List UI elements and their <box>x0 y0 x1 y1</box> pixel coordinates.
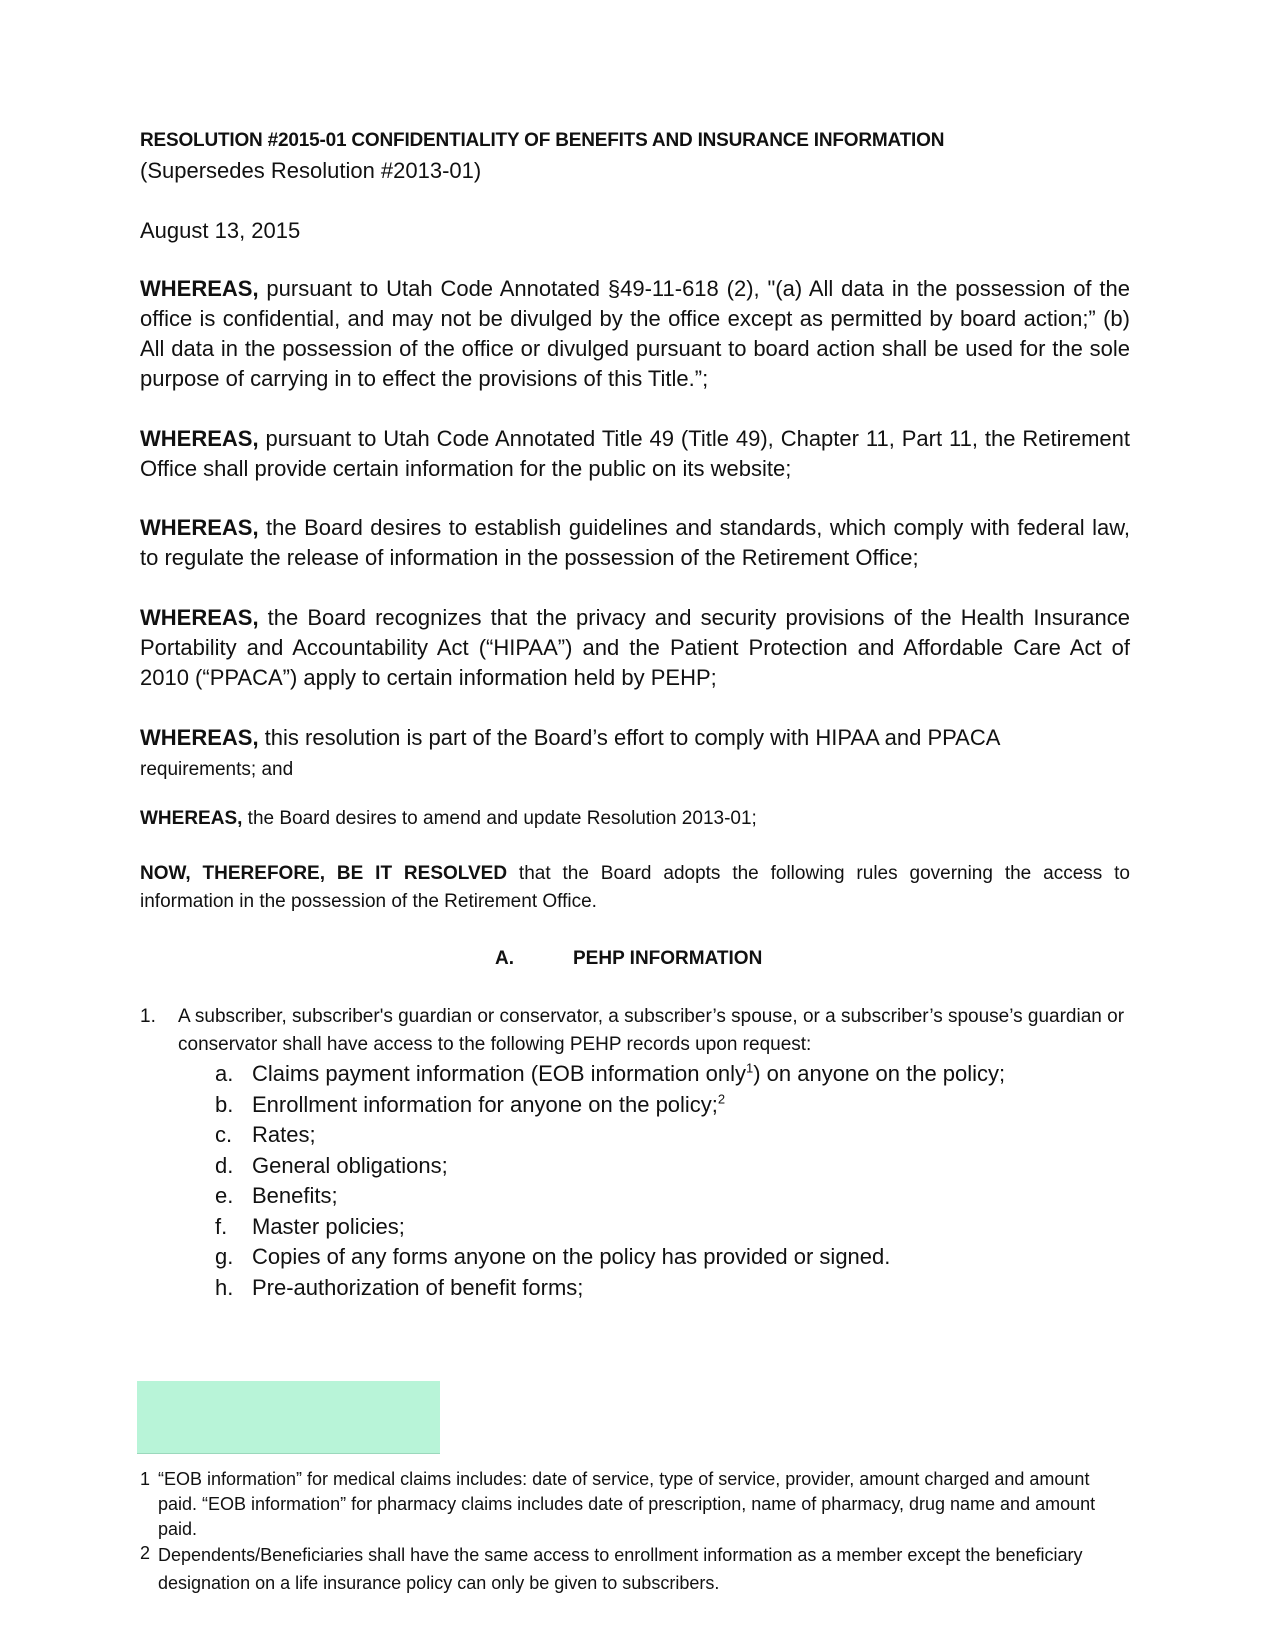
list-item-letter: g. <box>215 1244 234 1269</box>
list-item <box>140 1212 1130 1243</box>
footnote-text: “EOB information” for medical claims includes: date of service, type of service, provider, amount charged and amount paid. “EOB information” for pharmacy claims includes date of prescription, name of pharmacy, drug name and amount paid. <box>158 1469 1096 1539</box>
resolution-date: August 13, 2015 <box>140 218 301 243</box>
list-item <box>140 1151 1130 1182</box>
list-item-text: Enrollment information for anyone on the policy;$^2$ <box>252 1091 726 1117</box>
item-number: 1. <box>140 1006 156 1027</box>
whereas-paragraph-2 <box>140 424 1130 484</box>
list-item-text: Claims payment information (EOB information only$^1$) on anyone on the policy; <box>252 1060 1006 1086</box>
list-item <box>140 1242 1130 1273</box>
list-item-letter: b. <box>215 1091 234 1117</box>
sub-item-list <box>140 1059 1130 1303</box>
whereas-lead: WHEREAS, <box>140 515 259 540</box>
list-item <box>140 1090 1130 1121</box>
item-text: A subscriber, subscriber's guardian or conservator, a subscriber’s spouse, or a subscriber’s spouse’s guardian or conservator shall have access to the following PEHP records upon request: <box>178 1006 1125 1055</box>
whereas-text: the Board desires to establish guidelines and standards, which comply with federal law, to regulate the release of information in the possession of the Retirement Office; <box>140 515 1130 570</box>
list-item-letter: e. <box>215 1183 234 1208</box>
whereas-paragraph-5 <box>140 723 1132 785</box>
list-item-text: Copies of any forms anyone on the policy has provided or signed. <box>252 1244 891 1269</box>
whereas-text: this resolution is part of the Board’s effort to comply with HIPAA and PPACA <box>258 725 1001 750</box>
whereas-paragraph-4 <box>140 603 1130 693</box>
section-letter: A. <box>495 948 514 969</box>
list-item-letter: f. <box>215 1213 228 1239</box>
whereas-text: the Board recognizes that the privacy and security provisions of the Health Insurance Portability and Accountability Act (“HIPAA”) and the Patient Protection and Affordable Care Act of 2010 (“PPACA”) apply to certain information held by PEHP; <box>140 605 1130 690</box>
list-item <box>140 1059 1130 1090</box>
resolved-lead: NOW, THEREFORE, BE IT RESOLVED <box>140 863 508 884</box>
whereas-lead: WHEREAS, <box>140 808 243 829</box>
list-item <box>140 1120 1130 1151</box>
whereas-paragraph-1 <box>140 274 1130 394</box>
list-item-letter: d. <box>215 1152 234 1178</box>
footnote-number: 2 <box>140 1543 151 1563</box>
list-item-letter: a. <box>215 1061 234 1086</box>
list-item-text: General obligations; <box>252 1152 448 1178</box>
whereas-text: the Board desires to amend and update Resolution 2013-01; <box>242 808 757 829</box>
whereas-lead: WHEREAS, <box>140 725 259 750</box>
highlight-box <box>137 1381 440 1453</box>
list-item <box>140 1181 1130 1212</box>
list-item-letter: h. <box>215 1274 234 1300</box>
list-item-text: Benefits; <box>252 1183 338 1208</box>
list-item-text: Pre-authorization of benefit forms; <box>252 1274 584 1300</box>
resolved-paragraph <box>140 860 1130 916</box>
whereas-lead: WHEREAS, <box>140 426 259 451</box>
footnote-divider <box>137 1453 440 1454</box>
footnote-ref[interactable]: 2 <box>717 1091 726 1107</box>
footnote-ref[interactable]: 1 <box>745 1060 754 1076</box>
list-item-text: Master policies; <box>252 1213 405 1239</box>
whereas-tail: requirements; and <box>140 759 294 780</box>
section-title: PEHP INFORMATION <box>573 948 763 969</box>
whereas-paragraph-6 <box>140 805 1130 833</box>
whereas-lead: WHEREAS, <box>140 605 259 630</box>
whereas-text: pursuant to Utah Code Annotated §49-11-618 (2), "(a) All data in the possession of the office is confidential, and may not be divulged by the office except as permitted by board action;” (b) All data in the possession of the office or divulged pursuant to board action shall be used for the sole purpose of carrying in to effect the provisions of this Title.”; <box>140 276 1130 391</box>
footnote-number: 1 <box>140 1469 151 1489</box>
resolved-text: that the Board adopts the following rules governing the access to information in the possession of the Retirement Office. <box>140 863 1130 912</box>
whereas-paragraph-3 <box>140 513 1130 573</box>
list-item-text: Rates; <box>252 1122 316 1147</box>
whereas-lead: WHEREAS, <box>140 276 259 301</box>
resolution-subtitle: (Supersedes Resolution #2013-01) <box>140 158 482 183</box>
list-item-letter: c. <box>215 1122 233 1147</box>
whereas-text: pursuant to Utah Code Annotated Title 49 (Title 49), Chapter 11, Part 11, the Retirement Office shall provide certain information for the public on its website; <box>140 426 1130 481</box>
list-item <box>140 1273 1130 1304</box>
footnote-text: Dependents/Beneficiaries shall have the same access to enrollment information as a member except the beneficiary designation on a life insurance policy can only be given to subscribers. <box>158 1545 1083 1593</box>
resolution-title: RESOLUTION #2015-01 CONFIDENTIALITY OF BENEFITS AND INSURANCE INFORMATION <box>140 130 945 151</box>
